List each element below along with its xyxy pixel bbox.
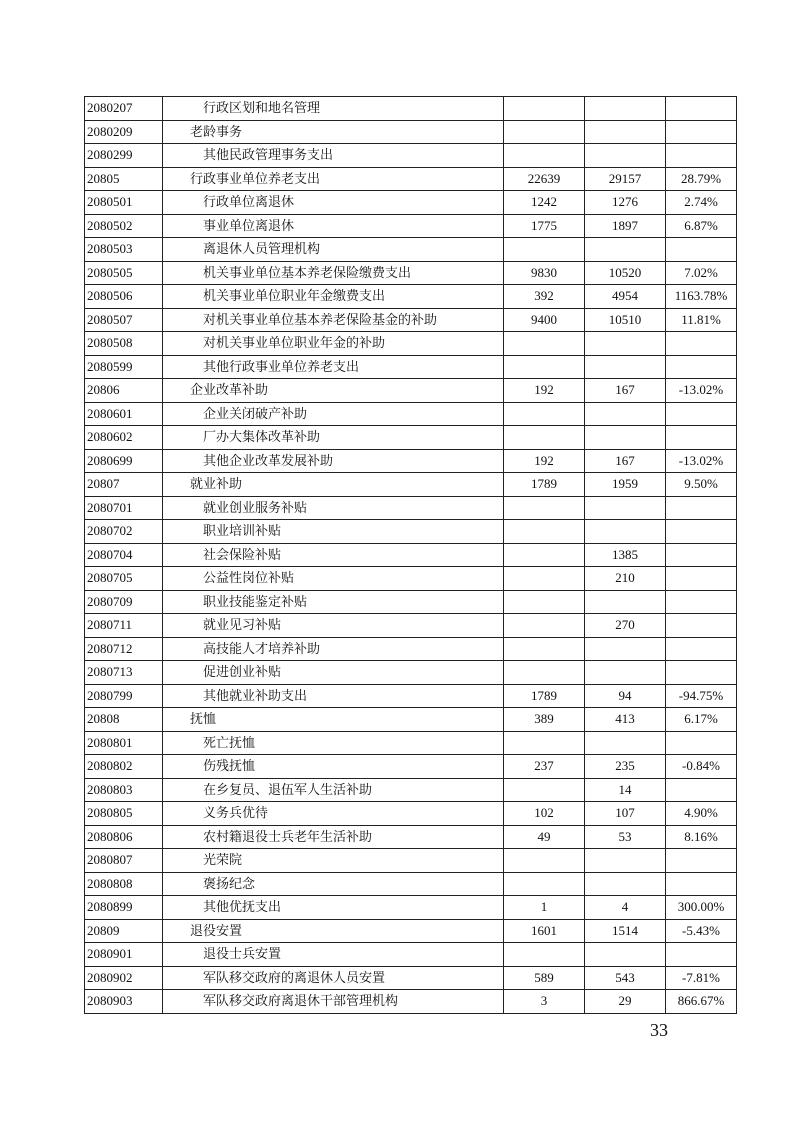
change-pct-cell bbox=[666, 496, 737, 520]
value-prev-cell bbox=[504, 355, 585, 379]
table-row bbox=[85, 191, 737, 215]
change-pct-cell bbox=[666, 872, 737, 896]
code-cell: 2080602 bbox=[85, 426, 163, 450]
name-cell: 抚恤 bbox=[163, 708, 504, 732]
code-cell: 2080808 bbox=[85, 872, 163, 896]
value-prev-cell bbox=[504, 661, 585, 685]
value-prev-cell: 1789 bbox=[504, 684, 585, 708]
name-cell: 其他行政事业单位养老支出 bbox=[163, 355, 504, 379]
value-prev-cell: 9830 bbox=[504, 261, 585, 285]
change-pct-cell bbox=[666, 144, 737, 168]
table-row bbox=[85, 872, 737, 896]
change-pct-cell bbox=[666, 614, 737, 638]
table-row bbox=[85, 238, 737, 262]
table-row bbox=[85, 849, 737, 873]
code-cell: 2080803 bbox=[85, 778, 163, 802]
change-pct-cell bbox=[666, 731, 737, 755]
name-cell: 军队移交政府的离退休人员安置 bbox=[163, 966, 504, 990]
table-row bbox=[85, 167, 737, 191]
value-prev-cell bbox=[504, 332, 585, 356]
table-row bbox=[85, 943, 737, 967]
value-curr-cell bbox=[585, 943, 666, 967]
value-prev-cell: 192 bbox=[504, 379, 585, 403]
name-cell: 光荣院 bbox=[163, 849, 504, 873]
change-pct-cell bbox=[666, 332, 737, 356]
name-cell: 事业单位离退休 bbox=[163, 214, 504, 238]
name-cell: 退役士兵安置 bbox=[163, 943, 504, 967]
change-pct-cell: -7.81% bbox=[666, 966, 737, 990]
value-curr-cell bbox=[585, 661, 666, 685]
value-prev-cell bbox=[504, 567, 585, 591]
table-row bbox=[85, 144, 737, 168]
name-cell: 伤残抚恤 bbox=[163, 755, 504, 779]
table-row bbox=[85, 778, 737, 802]
code-cell: 2080209 bbox=[85, 120, 163, 144]
name-cell: 在乡复员、退伍军人生活补助 bbox=[163, 778, 504, 802]
change-pct-cell bbox=[666, 402, 737, 426]
table-row bbox=[85, 285, 737, 309]
value-curr-cell: 1276 bbox=[585, 191, 666, 215]
name-cell: 其他民政管理事务支出 bbox=[163, 144, 504, 168]
value-prev-cell bbox=[504, 520, 585, 544]
change-pct-cell: 11.81% bbox=[666, 308, 737, 332]
value-prev-cell bbox=[504, 144, 585, 168]
code-cell: 2080901 bbox=[85, 943, 163, 967]
name-cell: 就业见习补贴 bbox=[163, 614, 504, 638]
value-prev-cell: 237 bbox=[504, 755, 585, 779]
value-curr-cell bbox=[585, 637, 666, 661]
code-cell: 2080505 bbox=[85, 261, 163, 285]
table-row bbox=[85, 755, 737, 779]
value-prev-cell bbox=[504, 238, 585, 262]
change-pct-cell bbox=[666, 426, 737, 450]
change-pct-cell: 300.00% bbox=[666, 896, 737, 920]
table-row bbox=[85, 684, 737, 708]
table-row bbox=[85, 261, 737, 285]
name-cell: 行政单位离退休 bbox=[163, 191, 504, 215]
code-cell: 2080503 bbox=[85, 238, 163, 262]
value-curr-cell bbox=[585, 426, 666, 450]
value-prev-cell bbox=[504, 120, 585, 144]
name-cell: 对机关事业单位职业年金的补助 bbox=[163, 332, 504, 356]
code-cell: 2080705 bbox=[85, 567, 163, 591]
value-curr-cell: 53 bbox=[585, 825, 666, 849]
value-prev-cell: 1789 bbox=[504, 473, 585, 497]
code-cell: 2080702 bbox=[85, 520, 163, 544]
code-cell: 2080507 bbox=[85, 308, 163, 332]
table-row bbox=[85, 661, 737, 685]
code-cell: 2080903 bbox=[85, 990, 163, 1014]
code-cell: 2080711 bbox=[85, 614, 163, 638]
code-cell: 2080599 bbox=[85, 355, 163, 379]
value-curr-cell: 107 bbox=[585, 802, 666, 826]
value-prev-cell bbox=[504, 496, 585, 520]
name-cell: 退役安置 bbox=[163, 919, 504, 943]
value-prev-cell bbox=[504, 778, 585, 802]
change-pct-cell: 4.90% bbox=[666, 802, 737, 826]
code-cell: 2080501 bbox=[85, 191, 163, 215]
value-prev-cell: 1601 bbox=[504, 919, 585, 943]
table-row bbox=[85, 97, 737, 121]
change-pct-cell bbox=[666, 97, 737, 121]
value-prev-cell bbox=[504, 426, 585, 450]
page-number: 33 bbox=[650, 1020, 668, 1040]
name-cell: 就业补助 bbox=[163, 473, 504, 497]
change-pct-cell bbox=[666, 120, 737, 144]
value-prev-cell: 1 bbox=[504, 896, 585, 920]
value-curr-cell bbox=[585, 355, 666, 379]
value-curr-cell bbox=[585, 120, 666, 144]
change-pct-cell: 28.79% bbox=[666, 167, 737, 191]
value-prev-cell: 1242 bbox=[504, 191, 585, 215]
code-cell: 2080899 bbox=[85, 896, 163, 920]
name-cell: 促进创业补贴 bbox=[163, 661, 504, 685]
value-prev-cell: 392 bbox=[504, 285, 585, 309]
table-row bbox=[85, 308, 737, 332]
name-cell: 厂办大集体改革补助 bbox=[163, 426, 504, 450]
change-pct-cell: -13.02% bbox=[666, 449, 737, 473]
value-curr-cell bbox=[585, 496, 666, 520]
name-cell: 职业技能鉴定补贴 bbox=[163, 590, 504, 614]
table-row bbox=[85, 214, 737, 238]
value-prev-cell bbox=[504, 849, 585, 873]
change-pct-cell bbox=[666, 590, 737, 614]
value-prev-cell: 589 bbox=[504, 966, 585, 990]
change-pct-cell bbox=[666, 355, 737, 379]
change-pct-cell: -94.75% bbox=[666, 684, 737, 708]
name-cell: 义务兵优待 bbox=[163, 802, 504, 826]
code-cell: 2080704 bbox=[85, 543, 163, 567]
value-curr-cell: 270 bbox=[585, 614, 666, 638]
code-cell: 2080699 bbox=[85, 449, 163, 473]
change-pct-cell bbox=[666, 567, 737, 591]
value-curr-cell: 167 bbox=[585, 379, 666, 403]
table-row bbox=[85, 473, 737, 497]
table-row bbox=[85, 590, 737, 614]
code-cell: 20806 bbox=[85, 379, 163, 403]
value-curr-cell: 210 bbox=[585, 567, 666, 591]
change-pct-cell bbox=[666, 637, 737, 661]
code-cell: 2080799 bbox=[85, 684, 163, 708]
change-pct-cell bbox=[666, 778, 737, 802]
code-cell: 2080709 bbox=[85, 590, 163, 614]
value-curr-cell: 10510 bbox=[585, 308, 666, 332]
table-row bbox=[85, 802, 737, 826]
value-curr-cell: 1959 bbox=[585, 473, 666, 497]
value-curr-cell: 29157 bbox=[585, 167, 666, 191]
value-prev-cell: 9400 bbox=[504, 308, 585, 332]
change-pct-cell bbox=[666, 238, 737, 262]
table-row bbox=[85, 520, 737, 544]
code-cell: 2080802 bbox=[85, 755, 163, 779]
change-pct-cell: 866.67% bbox=[666, 990, 737, 1014]
value-curr-cell bbox=[585, 144, 666, 168]
code-cell: 2080701 bbox=[85, 496, 163, 520]
name-cell: 职业培训补贴 bbox=[163, 520, 504, 544]
value-prev-cell: 1775 bbox=[504, 214, 585, 238]
change-pct-cell: 6.87% bbox=[666, 214, 737, 238]
change-pct-cell: 7.02% bbox=[666, 261, 737, 285]
value-curr-cell bbox=[585, 872, 666, 896]
value-curr-cell: 413 bbox=[585, 708, 666, 732]
name-cell: 对机关事业单位基本养老保险基金的补助 bbox=[163, 308, 504, 332]
value-curr-cell bbox=[585, 238, 666, 262]
change-pct-cell bbox=[666, 543, 737, 567]
value-prev-cell bbox=[504, 543, 585, 567]
value-prev-cell: 22639 bbox=[504, 167, 585, 191]
code-cell: 2080806 bbox=[85, 825, 163, 849]
table-row bbox=[85, 614, 737, 638]
value-curr-cell bbox=[585, 332, 666, 356]
value-prev-cell bbox=[504, 943, 585, 967]
table-row bbox=[85, 990, 737, 1014]
value-curr-cell: 1385 bbox=[585, 543, 666, 567]
table-row bbox=[85, 919, 737, 943]
name-cell: 就业创业服务补贴 bbox=[163, 496, 504, 520]
value-curr-cell bbox=[585, 590, 666, 614]
change-pct-cell bbox=[666, 849, 737, 873]
code-cell: 2080807 bbox=[85, 849, 163, 873]
name-cell: 老龄事务 bbox=[163, 120, 504, 144]
name-cell: 其他就业补助支出 bbox=[163, 684, 504, 708]
change-pct-cell bbox=[666, 661, 737, 685]
code-cell: 2080805 bbox=[85, 802, 163, 826]
value-curr-cell bbox=[585, 849, 666, 873]
code-cell: 2080299 bbox=[85, 144, 163, 168]
value-curr-cell: 29 bbox=[585, 990, 666, 1014]
name-cell: 军队移交政府离退休干部管理机构 bbox=[163, 990, 504, 1014]
table-row bbox=[85, 332, 737, 356]
code-cell: 2080601 bbox=[85, 402, 163, 426]
name-cell: 企业关闭破产补助 bbox=[163, 402, 504, 426]
table-row bbox=[85, 567, 737, 591]
change-pct-cell: 6.17% bbox=[666, 708, 737, 732]
code-cell: 2080902 bbox=[85, 966, 163, 990]
change-pct-cell bbox=[666, 520, 737, 544]
name-cell: 其他优抚支出 bbox=[163, 896, 504, 920]
name-cell: 其他企业改革发展补助 bbox=[163, 449, 504, 473]
value-curr-cell: 1514 bbox=[585, 919, 666, 943]
name-cell: 农村籍退役士兵老年生活补助 bbox=[163, 825, 504, 849]
name-cell: 机关事业单位职业年金缴费支出 bbox=[163, 285, 504, 309]
value-prev-cell bbox=[504, 731, 585, 755]
name-cell: 社会保险补贴 bbox=[163, 543, 504, 567]
value-prev-cell bbox=[504, 590, 585, 614]
code-cell: 20809 bbox=[85, 919, 163, 943]
code-cell: 2080801 bbox=[85, 731, 163, 755]
code-cell: 2080712 bbox=[85, 637, 163, 661]
table-row bbox=[85, 966, 737, 990]
value-prev-cell: 102 bbox=[504, 802, 585, 826]
table-row bbox=[85, 496, 737, 520]
name-cell: 死亡抚恤 bbox=[163, 731, 504, 755]
change-pct-cell: 1163.78% bbox=[666, 285, 737, 309]
value-curr-cell bbox=[585, 731, 666, 755]
change-pct-cell: -5.43% bbox=[666, 919, 737, 943]
name-cell: 离退休人员管理机构 bbox=[163, 238, 504, 262]
value-prev-cell: 192 bbox=[504, 449, 585, 473]
change-pct-cell bbox=[666, 943, 737, 967]
value-prev-cell: 389 bbox=[504, 708, 585, 732]
value-prev-cell bbox=[504, 97, 585, 121]
code-cell: 20808 bbox=[85, 708, 163, 732]
table-row bbox=[85, 637, 737, 661]
change-pct-cell: -0.84% bbox=[666, 755, 737, 779]
value-curr-cell: 10520 bbox=[585, 261, 666, 285]
table-row bbox=[85, 402, 737, 426]
name-cell: 行政区划和地名管理 bbox=[163, 97, 504, 121]
table-row bbox=[85, 543, 737, 567]
table-row bbox=[85, 896, 737, 920]
table-row bbox=[85, 449, 737, 473]
value-curr-cell: 543 bbox=[585, 966, 666, 990]
budget-table bbox=[84, 96, 737, 1014]
change-pct-cell: 8.16% bbox=[666, 825, 737, 849]
value-prev-cell bbox=[504, 614, 585, 638]
change-pct-cell: 2.74% bbox=[666, 191, 737, 215]
table-row bbox=[85, 708, 737, 732]
value-curr-cell: 235 bbox=[585, 755, 666, 779]
value-curr-cell bbox=[585, 402, 666, 426]
table-row bbox=[85, 731, 737, 755]
code-cell: 2080502 bbox=[85, 214, 163, 238]
value-prev-cell: 49 bbox=[504, 825, 585, 849]
table-row bbox=[85, 825, 737, 849]
value-prev-cell bbox=[504, 637, 585, 661]
code-cell: 2080506 bbox=[85, 285, 163, 309]
code-cell: 20805 bbox=[85, 167, 163, 191]
value-curr-cell bbox=[585, 97, 666, 121]
value-curr-cell: 1897 bbox=[585, 214, 666, 238]
code-cell: 20807 bbox=[85, 473, 163, 497]
value-curr-cell: 94 bbox=[585, 684, 666, 708]
name-cell: 褒扬纪念 bbox=[163, 872, 504, 896]
value-curr-cell: 14 bbox=[585, 778, 666, 802]
change-pct-cell: -13.02% bbox=[666, 379, 737, 403]
value-curr-cell: 4 bbox=[585, 896, 666, 920]
table-row bbox=[85, 355, 737, 379]
name-cell: 企业改革补助 bbox=[163, 379, 504, 403]
change-pct-cell: 9.50% bbox=[666, 473, 737, 497]
value-curr-cell: 167 bbox=[585, 449, 666, 473]
table-row bbox=[85, 379, 737, 403]
code-cell: 2080207 bbox=[85, 97, 163, 121]
value-curr-cell: 4954 bbox=[585, 285, 666, 309]
table-row bbox=[85, 120, 737, 144]
name-cell: 高技能人才培养补助 bbox=[163, 637, 504, 661]
value-prev-cell bbox=[504, 872, 585, 896]
value-prev-cell: 3 bbox=[504, 990, 585, 1014]
code-cell: 2080713 bbox=[85, 661, 163, 685]
name-cell: 公益性岗位补贴 bbox=[163, 567, 504, 591]
value-prev-cell bbox=[504, 402, 585, 426]
table-row bbox=[85, 426, 737, 450]
name-cell: 行政事业单位养老支出 bbox=[163, 167, 504, 191]
code-cell: 2080508 bbox=[85, 332, 163, 356]
name-cell: 机关事业单位基本养老保险缴费支出 bbox=[163, 261, 504, 285]
value-curr-cell bbox=[585, 520, 666, 544]
